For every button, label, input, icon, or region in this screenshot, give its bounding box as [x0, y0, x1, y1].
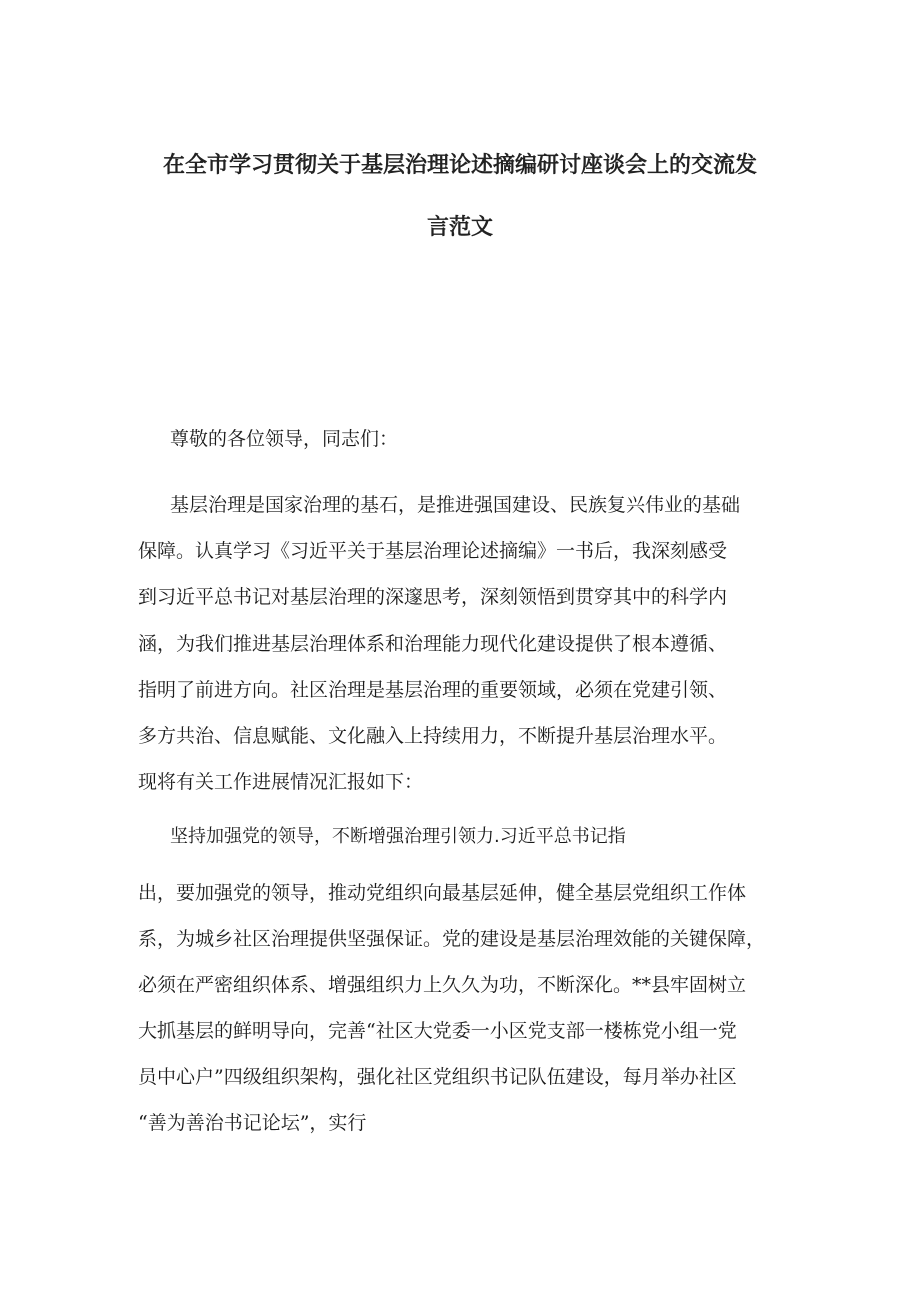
paragraph-1-line: 现将有关工作进展情况汇报如下： — [138, 771, 424, 793]
section-1-line: 出，要加强党的领导，推动党组织向最基层延伸，健全基层党组织工作体 — [138, 882, 747, 904]
section-1-heading: 坚持加强党的领导，不断增强治理引领力. — [170, 826, 500, 847]
section-1-line: 系，为城乡社区治理提供坚强保证。党的建设是基层治理效能的关键保障， — [138, 928, 766, 950]
paragraph-1-line: 到习近平总书记对基层治理的深邃思考，深刻领悟到贯穿其中的科学内 — [138, 586, 728, 608]
paragraph-1-line: 多方共治、信息赋能、文化融入上持续用力，不断提升基层治理水平。 — [138, 725, 728, 747]
paragraph-1-line: 保障。认真学习《习近平关于基层治理论述摘编》一书后，我深刻感受 — [138, 540, 728, 562]
document-title-line-2: 言范文 — [426, 215, 493, 240]
section-1-line: “善为善治书记论坛”，实行 — [138, 1112, 367, 1134]
section-1-heading-tail: 习近平总书记指 — [499, 826, 626, 847]
paragraph-1-line: 基层治理是国家治理的基石，是推进强国建设、民族复兴伟业的基础 — [170, 494, 741, 516]
section-1-line: 必须在严密组织体系、增强组织力上久久为功，不断深化。**县牢固树立 — [138, 974, 747, 996]
document-title-line-1: 在全市学习贯彻关于基层治理论述摘编研讨座谈会上的交流发 — [162, 153, 757, 178]
paragraph-1-line: 指明了前进方向。社区治理是基层治理的重要领域，必须在党建引领、 — [138, 679, 728, 701]
paragraph-1-line: 涵，为我们推进基层治理体系和治理能力现代化建设提供了根本遵循、 — [138, 633, 728, 655]
section-1-heading-line — [170, 822, 626, 848]
salutation: 尊敬的各位领导，同志们： — [170, 428, 399, 450]
section-1-line: 员中心户”四级组织架构，强化社区党组织书记队伍建设，每月举办社区 — [138, 1066, 737, 1088]
section-1-line: 大抓基层的鲜明导向，完善“社区大党委一小区党支部一楼栋党小组一党 — [138, 1020, 737, 1042]
